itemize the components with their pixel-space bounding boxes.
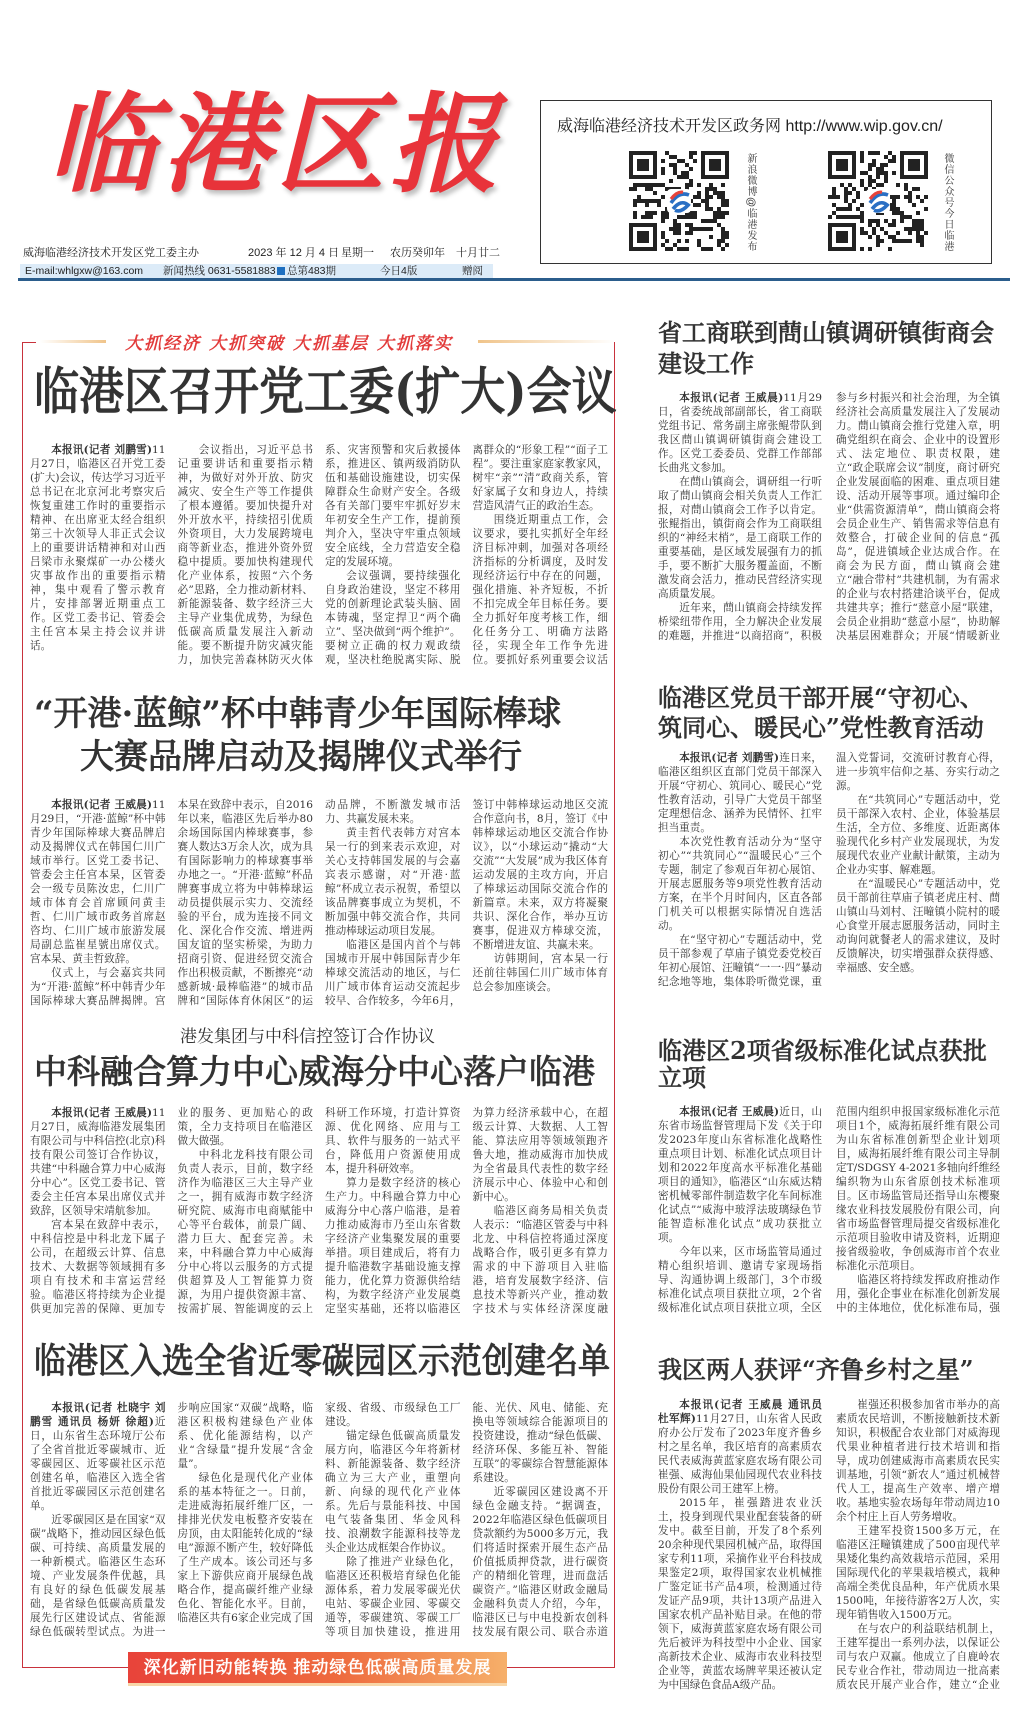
article-paragraph xyxy=(658,1496,822,1692)
paragraph-text: 在与农户的利益联结机制上，王建军提出一系列办法，以保证公司与农户双赢。他成立了自鹿岭农民专业合作社，带动周边一批高素质农民开展产业合作，建立“企业 xyxy=(836,1623,1000,1691)
article-paragraph xyxy=(30,1106,166,1218)
article-paragraph xyxy=(30,1401,166,1513)
slogan-rule-right xyxy=(478,340,615,343)
paragraph-text: 会议指出，习近平总书记重要讲话和重要指示精神，为做好对外开放、防灾减灾、安全生产等工作提供了根本遵循。要加快提升对外开放水平，持续招引优质外资项目，大力发展跨境电商等新业态，推进外资外贸稳中提质。要加快构建现代化产业体系，按照“六个务必”思路，全力推动新材料、新能源装备、数字经济三大主导产业集优成势，为绿色低碳高质量发展注入新动能。要不断提升防灾减灾能力，加快完善森林防灭火体系、灾害预警和灾后救援体系，推进区、镇两级消防队伍和基础设施建设，切实保障群众生命财产安全。各级各有关部门要牢牢抓好岁末年初安全生产工作，提前预判介入，坚决守牢重点领域安全底线，全力营造安全稳定的发展环境。 xyxy=(177,444,461,666)
issue-number: 总第483期 xyxy=(287,265,337,277)
paragraph-text: 绿色化是现代化产业体系的基本特征之一。日前，走进威海拓展纤维厂区，一排排光伏发电板整齐安装在房顶，由太阳能转化成的“绿电”源源不断产生，较好降低了生产成本。该公司还与多家上下游供应商开展绿色战略合作，提高碳纤维产业绿色化、智能化水平。目前，临港区共有6家企业完成了国家级、省级、市级绿色工厂建设。 xyxy=(177,1402,461,1624)
publisher: 威海临港经济技术开发区党工委主办 xyxy=(23,247,199,259)
paragraph-text: 黄圭哲代表韩方对宫本杲一行的到来表示欢迎，对关心支持韩国发展的与会嘉宾表示感谢，对“开港·蓝鲸”杯成立表示祝贺，希望以该品牌赛事成立为契机，不断加强中韩交流合作，共同推动棒球运动项目发展。 xyxy=(325,827,461,937)
page-count: 今日4版 xyxy=(380,265,418,277)
byline: 本报讯(记者 王威晨) xyxy=(51,1107,153,1119)
masthead-contact-band xyxy=(20,264,493,278)
article-paragraph xyxy=(473,952,609,994)
article-paragraph xyxy=(325,1429,461,1555)
paragraph-text: 在“温暖民心”专题活动中，党员干部前往草庙子镇老虎庄村、蔄山镇山马刘村、汪疃镇小院村的暖心食堂开展志愿服务活动，同时主动询问就餐老人的需求建议，及时反馈解决，切实增强群众获得感、幸福感、安全感。 xyxy=(836,878,1000,974)
paragraph-text: 11月29日，省委统战部副部长，省工商联党组书记、常务副主席张鲲带队到我区蔄山镇调研镇街商会建设工作。区党工委委员、党群工作部部长曲兆文参加。 xyxy=(658,392,822,474)
headline-party-education-line2[interactable]: 筑同心、暖民心”党性教育活动 xyxy=(658,713,984,742)
slogan: 大抓经济 大抓突破 大抓基层 大抓落实 xyxy=(125,334,453,354)
paragraph-text: 临港区商务局相关负责人表示：“临港区管委与中科北龙、中科信控将通过深度战略合作，吸引更多有算力需求的中下游项目入驻临港，培育发展数字经济、信息技术等新兴产业，推动数字技术与实体经济深度融 xyxy=(472,1205,608,1315)
article-paragraph xyxy=(658,1105,822,1245)
paragraph-text: 11月27日，山东省人民政府办公厅发布了2023年度齐鲁乡村之星名单，我区培育的高素质农民代表威海黄蓝家庭农场有限公司崔强、威海仙果仙园现代农业科技股份有限公司王建军上榜。 xyxy=(658,1413,823,1495)
paragraph-text: 围绕近期重点工作，会议要求，要扎实抓好全年经济目标冲刺，加强对各项经济指标的分析调度，及时发现经济运行中存在的问题，强化措施、补齐短板，不折不扣完成全年目标任务。要全力抓好年度考核工作，细化任务分工、明确方法路径，实现全年工作争先进位。要抓好系列重要会议活 xyxy=(472,514,608,666)
paragraph-text: 宫本杲在致辞中表示，中科信控是中科北龙下属子公司，在超级云计算、信息技术、大数据等领域拥有多项自有技术和丰富运营经验。临港区将持续为企业提供更加完善的保障、更加专业的服务、更加贴心的政策，全力支持项目在临港区做大做强。 xyxy=(30,1107,313,1315)
paragraph-text: 在“坚守初心”专题活动中，党员干部参观了草庙子镇党委党校百年初心展馆、汪疃镇“一一·四”暴动纪念地等地，集体聆听微党课，重温入党誓词，交流研讨教育心得，进一步筑牢信仰之基、夯实行动之源。 xyxy=(658,752,1000,988)
paragraph-text: 近日，山东省市场监督管理局下发《关于印发2023年度山东省标准化战略性重点项目计划、标准化试点项目计划和2022年度高水平标准化基础项目的通知》，临港区“山东威达精密机械零部件制造数字化车间标准化试点”“威海中玻浮法玻璃绿色节能智造标准化试点”成功获批立项。 xyxy=(658,1106,822,1244)
paragraph-text: 11月27日，临港区召开党工委(扩大)会议，传达学习习近平总书记在北京河北考察灾后恢复重建工作时的重要指示精神、在出席亚太经合组织第三十次领导人非正式会议上的重要讲话精神和对山西吕梁市永聚煤矿一办公楼火灾事故作出的重要指示精神，集中观看了警示教育片，安排部署近期重点工作。区党工委书记、管委会主任宫本杲主持会议并讲话。 xyxy=(30,444,166,652)
article-body xyxy=(658,391,1000,647)
wechat-label: 微信公众号今日临港 xyxy=(942,153,953,252)
paragraph-text: 崔强还积极参加省市举办的高素质农民培训，不断接触新技术新知识，积极配合农业部门对威海现代果业种植者进行技术培训和指导，成功创建威海市高素质农民实训基地，引领“新农人”通过机械替代人工，提高生产效率、增产增收。基地实验农场每年带动周边10余个村庄上百人劳务增收。 xyxy=(836,1399,1000,1523)
article-paragraph xyxy=(325,826,461,938)
article-body xyxy=(30,1106,608,1318)
paragraph-text: 连日来，临港区组织区直部门党员干部深入开展“守初心、筑同心、暖民心”党性教育活动，引导广大党员干部坚定理想信念、涵养为民情怀、扛牢担当重责。 xyxy=(658,752,822,834)
masthead-info-line xyxy=(23,244,500,260)
qr-code-panel xyxy=(540,100,992,264)
subheadline-computing-center: 港发集团与中科信控签订合作协议 xyxy=(180,1027,435,1046)
paragraph-text: 会议强调，要持续强化自身政治建设，坚定不移用党的创新理论武装头脑、固本铸魂，坚定捍卫“两个确立”、坚决做到“两个维护”。要树立正确的权力观政绩观，坚决杜绝脱离实际、脱离群众的“形象工程”“面子工程”。要注重家庭家教家风，树牢“亲”“清”政商关系，管好家属子女和身边人，持续营造风清气正的政治生态。 xyxy=(325,444,608,666)
headline-baseball-line2[interactable]: 大赛品牌启动及揭牌仪式举行 xyxy=(80,737,522,777)
paragraph-text: 2015年，崔强踏进农业沃土，投身到现代果业配套装备的研发中。截至目前，开发了8个系列20余种现代果园机械产品，取得国家专利11项，采摘作业平台科技成果鉴定2项，取得国家农业机械推广鉴定证书产品4项，检测通过待发证产品9项，共计13项产品进入国家农机产品补贴目录。在他的带领下，威海黄蓝家庭农场有限公司先后被评为科技型中小企业、国家高新技术企业、威海市农业科技型企业等，黄蓝农场牌苹果还被认定为中国绿色食品A级产品。 xyxy=(658,1497,822,1691)
frame-corner xyxy=(22,342,36,343)
article-paragraph xyxy=(836,877,1000,975)
headline-party-education-line1[interactable]: 临港区党员干部开展“守初心、 xyxy=(658,683,984,712)
article-paragraph xyxy=(836,1524,1000,1622)
byline: 本报讯(记者 王威晨 通讯员 杜军辉) xyxy=(658,1399,822,1425)
headline-baseball-line1[interactable]: “开港·蓝鲸”杯中韩青少年国际棒球 xyxy=(34,694,561,734)
byline: 本报讯(记者 王威晨) xyxy=(679,1106,780,1118)
article-body xyxy=(658,1398,1000,1696)
article-body xyxy=(30,1401,608,1641)
paragraph-text: 锚定绿色低碳高质量发展方向，临港区今年将新材料、新能源装备、数字经济确立为三大产业，重塑向新、向绿的现代化产业体系。先后与景能科技、中国电气装备集团、华金风科技、浪潮数字能源科技等龙头企业达成框架合作协议。 xyxy=(325,1430,461,1554)
article-body xyxy=(30,798,608,1010)
article-paragraph xyxy=(658,475,822,601)
byline: 本报讯(记者 王威晨) xyxy=(679,392,784,404)
paragraph-text: 本次党性教育活动分为“坚守初心”“共筑同心”“温暖民心”三个专题，制定了参观百年初心展馆、开展志愿服务等9项党性教育活动方案，在半个月时间内，区直各部门机关可以根据实际情况自选活动。 xyxy=(658,836,822,932)
wechat-qr-code-icon[interactable] xyxy=(828,151,928,251)
weekday: 星期一 xyxy=(341,247,374,259)
byline: 本报讯(记者 王威晨) xyxy=(51,799,153,811)
article-paragraph xyxy=(836,793,1000,877)
byline: 本报讯(记者 刘鹏雪) xyxy=(679,752,780,764)
headline-rural-stars[interactable]: 我区两人获评“齐鲁乡村之星” xyxy=(658,1355,974,1384)
paragraph-text: 今年以来，区市场监管局通过精心组织培训、邀请专家现场指导、沟通协调上级部门，3个市级标准化试点项目获批立项，2个省级标准化试点项目获批立项，全区范围内组织申报国家级标准化示范项目1个，威海拓展纤维有限公司为山东省标准创新型企业计划项目，威海拓展纤维有限公司主导制定T/SDGSY 4-2021多轴向纤维经编织物为山东省原创技术标准项目。区市场监管局还指导山东樱聚缘农业科技发展股份有限公司，向省市场监督管理局提交省级标准化示范项目验收申请及资料，近期迎接省级验收，争创威海市首个农业标准化示范项目。 xyxy=(658,1106,1000,1314)
paragraph-text: 仪式上，与会嘉宾共同为“开港·蓝鲸”杯中韩青少年国际棒球大赛品牌揭牌。宫本杲在致辞中表示，自2016年以来，临港区先后举办80余场国际国内棒球赛事，参赛人数达3万余人次，成为具有国际影响力的棒球赛事举办地之一。“开港·蓝鲸”杯品牌赛事成立将为中韩棒球运动员提供展示实力、交流经验的平台，成为连接不同文化、深化合作交流、增进两国友谊的坚实桥梁，为助力招商引资、促进经贸交流合作出积极贡献，不断擦亮“动感新城·最棒临港”的城市品牌和“国际体育休闲区”的运动品牌，不断激发城市活力、共赢发展未来。 xyxy=(30,799,461,1007)
paragraph-text: 临港区将持续发挥政府推动作用，强化企事业在标准化创新发展中的主体地位，优化标准布局，强 xyxy=(836,1274,1000,1314)
slogan-banner: 深化新旧动能转换 推动绿色低碳高质量发展 xyxy=(128,1652,507,1686)
paragraph-text: 王建军投资1500多万元，在临港区汪疃镇建成了500亩现代苹果矮化集约高效栽培示范园，采用国际现代化的苹果栽培模式，栽种高端全类优良品种，年产优质水果1500吨，年接待游客2万人次，实现年销售收入1500万元。 xyxy=(836,1525,1000,1621)
headline-near-zero-carbon[interactable]: 临港区入选全省近零碳园区示范创建名单 xyxy=(34,1340,611,1382)
article-body xyxy=(658,751,1000,993)
paragraph-text: 近日，山东省生态环境厅公布了全省首批近零碳城市、近零碳园区、近零碳社区示范创建名单，临港区入选全省首批近零碳园区示范创建名单。 xyxy=(30,1416,166,1512)
article-paragraph xyxy=(658,391,822,475)
slogan-rule-left xyxy=(40,340,106,343)
square-bullet-icon xyxy=(277,267,285,275)
article-paragraph xyxy=(658,1398,822,1496)
article-paragraph xyxy=(30,798,166,966)
headline-standardization-line2[interactable]: 立项 xyxy=(658,1063,706,1092)
news-hotline: 新闻热线 0631-5581883 xyxy=(163,265,276,277)
article-paragraph xyxy=(836,1398,1000,1524)
paragraph-text: 11月29日，“开港·蓝鲸”杯中韩青少年国际棒球大赛品牌启动及揭牌仪式在韩国仁川广域市举行。区党工委书记、管委会主任宫本杲，区管委会一级专员陈汝忠，仁川广域市体育会首席顾问黄圭哲、仁川广域市政务首席赵咨均、仁川广域市旅游发展局副总监崔星號出席仪式。宫本杲、黄圭哲致辞。 xyxy=(30,799,166,965)
weibo-qr-code-icon[interactable] xyxy=(629,151,729,251)
article-body xyxy=(30,443,608,669)
paragraph-text: 在蔄山镇商会，调研组一行听取了蔄山镇商会相关负责人工作汇报，对蔄山镇商会工作予以肯定。张鲲指出，镇街商会作为工商联组织的“神经末梢”，是工商联工作的重要基础，是区域发展强有力的抓手，要不断扩大服务覆盖面，不断激发商会活力，推动民营经济实现高质量发展。 xyxy=(658,476,822,600)
headline-party-committee-meeting[interactable]: 临港区召开党工委(扩大)会议 xyxy=(34,361,617,422)
headline-chamber-line2[interactable]: 建设工作 xyxy=(658,349,754,378)
byline: 本报讯(记者 刘鹏雪) xyxy=(51,444,153,456)
paragraph-text: 算力是数字经济的核心生产力。中科融合算力中心威海分中心落户临港，是着力推动威海市乃至山东省数字经济产业集聚发展的重要举措。项目建成后，将有力提升临港数字基础设施支撑能力，优化算力资源供给结构，为数字经济产业发展奠定坚实基础，还将以临港区为算力经济承载中心，在超级云计算、大数据、人工智能、算法应用等领域领跑齐鲁大地，推动威海市加快成为全省最具代表性的数字经济展示中心、体验中心和创新中心。 xyxy=(325,1107,608,1315)
article-paragraph xyxy=(658,751,822,835)
email: E-mail:whlgxw@163.com xyxy=(25,265,144,277)
paragraph-text: 中科北龙科技有限公司负责人表示，目前，数字经济作为临港区三大主导产业之一，拥有威海市数字经济研究院、威海市电商赋能中心等平台载体，前景广阔、潜力巨大、配套完善。未来，中科融合算力中心威海分中心将以云服务的方式提供超算及人工智能算力资源，为用户提供资源丰富、按需扩展、智能调度的云上科研工作环境，打造计算资源、优化网络、应用与工具、软件与服务的一站式平台，降低用户资源使用成本，提升科研效率。 xyxy=(177,1107,461,1315)
masthead-divider xyxy=(18,278,1010,281)
gov-website-link[interactable]: 威海临港经济技术开发区政务网 http://www.wip.gov.cn/ xyxy=(557,118,943,135)
weibo-label: 新浪微博@临港发布 xyxy=(745,153,756,253)
paragraph-text: 访韩期间，宫本杲一行还前往韩国仁川广域市体育总会参加座谈会。 xyxy=(472,953,608,993)
article-paragraph xyxy=(30,443,166,653)
paragraph-text: 在“共筑同心”专题活动中，党员干部深入农村、企业，体验基层生活，全方位、多维度、近距离体验现代化乡村产业发展现状，为发展现代农业产业献计献策，主动为企业办实事、解难题。 xyxy=(836,794,1000,876)
paragraph-text: 近零碳园区建设离不开绿色金融支持。“据调查，2022年临港区绿色低碳项目贷款额约为5000多万元，我们将适时探索开展生态产品价值抵质押贷款，进行碳资产的精细化管理，进而盘活碳资产。”临港区财政金融局金融科负责人介绍，今年，临港区已与中电投新农创科技发展有限公司、联合赤道 xyxy=(472,1486,608,1638)
paragraph-text: 近年来，蔄山镇商会持续发挥桥梁纽带作用，全力解决企业发展的难题，并推进“以商招商”，积极参与乡村振兴和社会治理，为全镇经济社会高质量发展注入了发展动力。蔄山镇商会推行党建入章，明确党组织在商会、企业中的设置形式、法定地位、职责权限，建立“政企联席会议”制度，商讨研究企业发展面临的困难、重点项目建设、活动开展等事项。通过编印企业“供需资源清单”，蔄山镇商会将会员企业生产、销售需求等信息有效整合，打破企业间的信息“孤岛”，促进镇域企业达成合作。在商会为民方面，蔄山镇商会建立“融合带村”共建机制，为有需求的企业与农村搭建洽谈平台，促成共建共享；推行“慈意小屋”联建，会员企业捐助“慈意小屋”，协助解决基层困难群众；开展“情暖新业 xyxy=(658,392,1000,642)
headline-standardization-line1[interactable]: 临港区2项省级标准化试点获批 xyxy=(658,1036,987,1065)
headline-computing-center[interactable]: 中科融合算力中心威海分中心落户临港 xyxy=(34,1052,595,1091)
byline: 本报讯(记者 杜晓宇 刘鹏雪 通讯员 杨妍 徐超) xyxy=(30,1402,166,1428)
paragraph-text: 临港区是国内首个与韩国城市开展中韩国际青少年棒球交流活动的地区，与仁川广域市体育运动交流起步较早、合作较多，今年6月，签订中韩棒球运动地区交流合作意向书，8月，签订《中韩棒球运动地区交流合作协议》，以“小球运动”撬动“大交流”“大发展”成为我区体育运动发展的主攻方向，开启了棒球运动国际交流合作的新篇章。未来，双方将凝聚共识、深化合作，举办互访赛事，促进双方棒球交流，不断增进友谊、共赢未来。 xyxy=(325,799,608,1007)
newspaper-logo: 临港区报 xyxy=(48,82,505,208)
article-paragraph xyxy=(658,835,822,933)
paragraph-text: 近零碳园区是在国家“双碳”战略下，推动园区绿色低碳、可持续、高质量发展的一种新模式。临港区生态环境、产业发展条件优越，具有良好的绿色低碳发展基础，是省绿色低碳高质量发展先行区建设试点、省能源绿色低碳转型试点。为进一步响应国家“双碳”战略，临港区积极构建绿色产业体系、优化能源结构，以产业“含绿量”提升发展“含金量”。 xyxy=(30,1402,313,1638)
distribution-note: 赠阅 xyxy=(462,265,483,277)
article-body xyxy=(658,1105,1000,1319)
paragraph-text: 11月27日，威海临港发展集团有限公司与中科信控(北京)科技有限公司签订合作协议，共建“中科融合算力中心威海分中心”。区党工委书记、管委会主任宫本杲出席仪式并致辞，区领导宋靖航参加。 xyxy=(30,1107,166,1217)
issue-date: 2023 年 12 月 4 日 xyxy=(248,247,340,259)
headline-chamber-line1[interactable]: 省工商联到蔄山镇调研镇街商会 xyxy=(658,318,994,347)
lunar-date: 农历癸卯年 十月廿二 xyxy=(390,247,500,259)
paragraph-text: 除了推进产业绿色化，临港区还积极培育绿色化能源体系，着力发展零碳光伏电站、零碳企业园、零碳交通等，零碳建筑、零碳工厂等项目加快建设，推进用能、光伏、风电、储能、充换电等领域综合能源项目的投资建设，推动“绿色低碳、经济环保、多能互补、智能互联”的零碳综合智慧能源体系建设。 xyxy=(325,1402,608,1638)
